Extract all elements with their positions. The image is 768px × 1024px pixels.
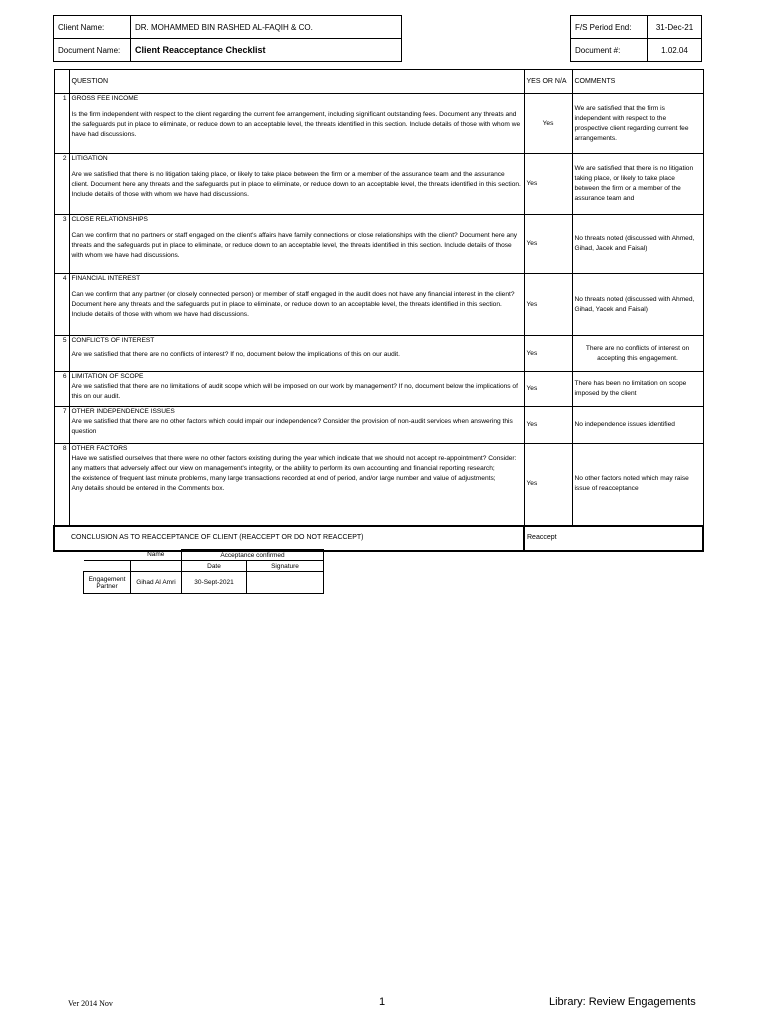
answer-cell: Yes	[524, 444, 572, 526]
question-title: OTHER INDEPENDENCE ISSUES	[71, 408, 175, 415]
comment-cell: There are no conflicts of interest on accepting this engagement.	[572, 336, 703, 372]
question-title: LIMITATION OF SCOPE	[71, 373, 144, 380]
row-number: 4	[54, 274, 69, 336]
question-cell	[69, 94, 524, 154]
question-cell	[69, 154, 524, 215]
comment-cell: No threats noted (discussed with Ahmed, Gihad, Yacek and Faisal)	[572, 274, 703, 336]
signoff-table	[83, 549, 324, 594]
header-right-table	[570, 15, 702, 62]
question-title: LITIGATION	[71, 155, 108, 162]
table-row	[54, 407, 703, 444]
answer-cell: Yes	[524, 372, 572, 407]
document-number-value: 1.02.04	[648, 39, 702, 62]
table-row	[54, 372, 703, 407]
document-name-label: Document Name:	[54, 39, 131, 62]
footer-page-number: 1	[379, 996, 386, 1008]
row-number: 2	[54, 154, 69, 215]
conclusion-row	[54, 526, 703, 551]
conclusion-label: CONCLUSION AS TO REACCEPTANCE OF CLIENT (REACCEPT OR DO NOT REACCEPT)	[69, 526, 524, 551]
client-name-value: DR. MOHAMMED BIN RASHED AL-FAQIH & CO.	[131, 16, 402, 39]
signoff-name-header: Name	[147, 551, 165, 559]
question-text: Are we satisfied that there is no litigation taking place, or likely to take place between the firm or a member of the assurance team and the assurance client. Document here any threats and the safeguards put in place to eliminate, or reduce down to an acceptable level, the threats identified in this section. Include details of those with whom we have had discussions.	[71, 171, 521, 198]
comment-cell: We are satisfied that the firm is independent with respect to the prospective client regarding current fee arrangements.	[572, 94, 703, 154]
row-number: 7	[54, 407, 69, 444]
comment-cell: No other factors noted which may raise issue of reacceptance	[572, 444, 703, 526]
signoff-date: 30-Sept-2021	[182, 572, 247, 594]
row-number: 1	[54, 94, 69, 154]
question-text: Have we satisfied ourselves that there were no other factors existing during the year which indicate that we should not accept re-appointment? Consider: any matters that adversely affect our view on management's integrity, or the ability to perform its own accounting and financial reporting research; the existence of frequent last minute problems, many large transactions recorded at end of period, and/or large number and value of adjustments; Any details should be entered in the Comments box.	[71, 455, 517, 492]
table-row	[54, 336, 703, 372]
table-header-row	[54, 70, 703, 94]
row-number: 3	[54, 215, 69, 274]
question-text: Can we confirm that no partners or staff engaged on the client's affairs have family connections or close relationships with the client? Document here any threats and the safeguards put in place to eliminate, or reduce down to an acceptable level, the threats identified in this section. Include details of those with whom we have had discussions.	[71, 232, 518, 259]
comments-column-header: COMMENTS	[572, 70, 703, 94]
question-title: CONFLICTS OF INTEREST	[71, 337, 155, 344]
table-row	[54, 444, 703, 526]
question-title: OTHER FACTORS	[71, 445, 128, 452]
question-column-header: QUESTION	[69, 70, 524, 94]
document-name-value: Client Reacceptance Checklist	[131, 39, 402, 62]
answer-cell: Yes	[524, 94, 572, 154]
yes-na-column-header: YES OR N/A	[524, 70, 572, 94]
answer-cell: Yes	[524, 407, 572, 444]
answer-cell: Yes	[524, 154, 572, 215]
comment-cell: No threats noted (discussed with Ahmed, Gihad, Jacek and Faisal)	[572, 215, 703, 274]
footer-version: Ver 2014 Nov	[68, 999, 113, 1008]
signoff-signature-header: Signature	[247, 561, 324, 572]
checklist-table	[53, 69, 704, 552]
signoff-name: Gihad Al Amri	[131, 572, 182, 594]
comment-cell: No independence issues identified	[572, 407, 703, 444]
row-number: 6	[54, 372, 69, 407]
question-cell	[69, 336, 524, 372]
answer-cell: Yes	[524, 215, 572, 274]
question-text: Is the firm independent with respect to the client regarding the current fee arrangement, including significant outstanding fees. Document any threats and the safeguards put in place to eliminate, or reduce down to an acceptable level, the threats identified in this section. Include details of those with whom we have had discussions.	[71, 111, 521, 138]
question-title: FINANCIAL INTEREST	[71, 275, 141, 282]
table-row	[54, 154, 703, 215]
question-text: Can we confirm that any partner (or closely connected person) or member of staff engaged in the audit does not have any financial interest in the client? Document here any threats and the safeguards put in place to eliminate, or reduce down to an acceptable level, the threats identified in this section. Include details of those with whom we have had discussions.	[71, 291, 515, 318]
table-row	[54, 94, 703, 154]
question-title: CLOSE RELATIONSHIPS	[71, 216, 148, 223]
question-cell	[69, 274, 524, 336]
footer-library: Library: Review Engagements	[549, 996, 696, 1008]
question-text: Are we satisfied that there are no conflicts of interest? If no, document below the implications of this on our audit.	[71, 351, 400, 358]
table-row	[54, 274, 703, 336]
question-cell	[69, 372, 524, 407]
period-end-value: 31-Dec-21	[648, 16, 702, 39]
answer-cell: Yes	[524, 274, 572, 336]
signoff-acceptance-header: Acceptance confirmed	[182, 550, 324, 561]
comment-cell: We are satisfied that there is no litigation taking place, or likely to take place between the firm or a member of the assurance team and	[572, 154, 703, 215]
question-text: Are we satisfied that there are no limitations of audit scope which will be imposed on our work by management? If no, document below the implications of this on our audit.	[71, 383, 518, 400]
header-left-table	[53, 15, 402, 62]
period-end-label: F/S Period End:	[571, 16, 648, 39]
answer-cell: Yes	[524, 336, 572, 372]
table-row	[54, 215, 703, 274]
question-cell	[69, 407, 524, 444]
question-cell	[69, 444, 524, 526]
question-cell	[69, 215, 524, 274]
comment-cell: There has been no limitation on scope imposed by the client	[572, 372, 703, 407]
document-number-label: Document #:	[571, 39, 648, 62]
signoff-role: Engagement Partner	[84, 572, 131, 594]
row-number: 8	[54, 444, 69, 526]
question-title: GROSS FEE INCOME	[71, 95, 139, 102]
signoff-date-header: Date	[182, 561, 247, 572]
client-name-label: Client Name:	[54, 16, 131, 39]
row-number: 5	[54, 336, 69, 372]
signoff-signature	[247, 572, 324, 594]
question-text: Are we satisfied that there are no other factors which could impair our independence? Consider the provision of non-audit services when answering this question	[71, 418, 513, 435]
conclusion-value: Reaccept	[524, 526, 703, 551]
